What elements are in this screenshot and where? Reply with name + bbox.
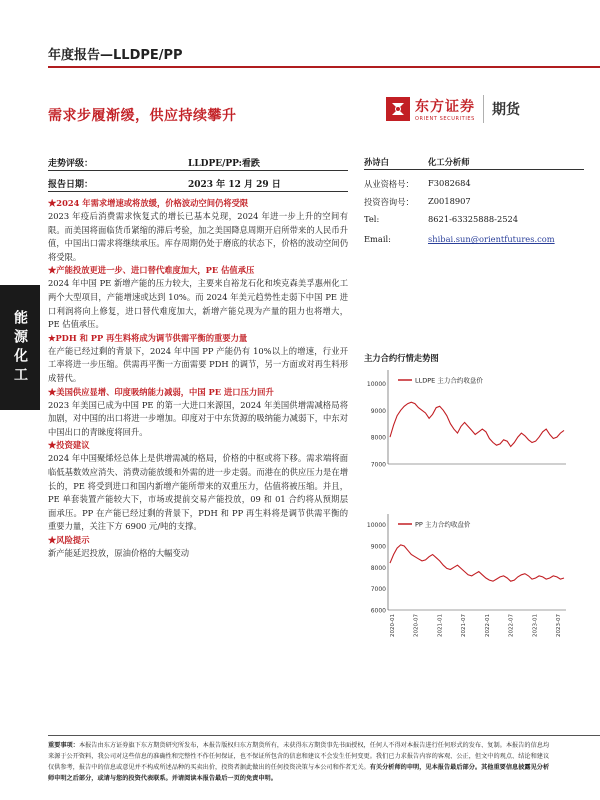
series-line: [390, 402, 564, 446]
trend-chart-title: 主力合约行情走势图: [364, 353, 439, 363]
sector-sidebar: [0, 285, 40, 410]
meta-divider-2: [48, 191, 348, 192]
section-text: 2023 年疫后消费需求恢复式的增长已基本兑现，2024 年进一步上升的空间有限。而美国将面临货币紧缩的滞后考验，加之美国降息周期开启所带来的人民币升值，中国出口需求将继续承压。库存周期仍处于磨底的状态下，价格的波动空间仍将受限。: [48, 211, 348, 262]
footer-divider: [48, 735, 600, 736]
section-capacity: [48, 264, 348, 331]
analyst-name: 孙诗白: [364, 157, 389, 167]
tel-label: Tel:: [364, 214, 380, 224]
y-tick-label: 6000: [370, 607, 386, 615]
logo-suffix: 期货: [492, 102, 520, 118]
series-line: [390, 545, 564, 581]
header-divider: [48, 66, 600, 68]
legend-label: LLDPE 主力合约收盘价: [415, 376, 483, 385]
y-tick-label: 8000: [370, 564, 386, 572]
advisor-value: Z0018907: [428, 196, 471, 206]
report-type-title: 年度报告—LLDPE/PP: [48, 48, 183, 63]
x-tick-label: 2022-07: [508, 614, 515, 637]
x-tick-label: 2022-01: [484, 614, 491, 637]
section-text: 2023 年美国已成为中国 PE 的第一大进口来源国，2024 年美国供增需减格局将加剧，对中国的出口将进一步增加。印度对于中东货源的吸纳能力减弱下，中东对中国出口的青睐度将回升。: [48, 399, 348, 437]
disclaimer-footer: [48, 740, 553, 784]
y-tick-label: 9000: [370, 543, 386, 551]
email-row: [364, 234, 584, 244]
section-heading: ★产能投放更进一步、进口替代难度加大，PE 估值承压: [48, 265, 255, 276]
legend-label: PP 主力合约收盘价: [415, 520, 471, 529]
tel-row: [364, 214, 584, 224]
lldpe-price-chart: [360, 364, 570, 468]
pp-price-chart: [360, 508, 570, 638]
email-link[interactable]: shibai.sun@orientfutures.com: [428, 234, 555, 244]
section-investment: [48, 439, 348, 534]
cert-row: [364, 178, 584, 190]
y-tick-label: 8000: [370, 434, 386, 442]
rating-label: 走势评级：: [48, 159, 94, 169]
date-row: [48, 177, 348, 190]
disclaimer-text: 本报告由东方证券旗下东方期货研究所发布，本报告版权归东方期货所有，未获得东方期货事先书面授权，任何人不得对本报告进行任何形式的发布、复制。本报告的信息均来源于公开资料，我公司对这些信息的准确性和完整性不作任何保证，也不保证所包含的信息和建议不会发生任何变更。我们已力求报告内容的客观、公正，但文中的观点、结论和建议仅供参考，报告中的信息或意见并不构成所述品种的买卖出价，投资者据此做出的任何投资决策与本公司和作者无关。: [48, 742, 550, 771]
x-tick-label: 2020-01: [390, 614, 396, 637]
section-pdh: [48, 332, 348, 386]
logo-cn-text: 东方证券: [415, 99, 475, 115]
summary-body: [48, 197, 348, 560]
section-heading: ★PDH 和 PP 再生料将成为调节供需平衡的重要力量: [48, 332, 248, 343]
orient-logo-icon: [385, 96, 411, 122]
sector-label: 能源化工: [12, 309, 28, 386]
cert-value: F3082684: [428, 178, 471, 188]
x-tick-label: 2021-07: [461, 614, 468, 637]
rating-row: [48, 156, 348, 169]
section-text: 2024 年中国聚烯烃总体上是供增需减的格局，价格的中枢或将下移。需求端将面临低基数效应消失、消费动能放缓和外需的进一步走弱。而港在的供应压力是在增长的，PE 将受到进口和国内新增产能所带来的双重压力，估值将被压缩。并且，PE 单套装置产能较大下，市场或提前交易产能投放，09 和 01 合约将从预期层面承压。PP 在产能已经过剩的背景下，PDH 和 PP 再生料将是调节供需平衡的重要力量，关注下方 6900 元/吨的支撑。: [48, 453, 348, 532]
advisor-label: 投资咨询号：: [364, 197, 414, 207]
analyst-name-row: [364, 156, 584, 168]
analyst-title: 化工分析师: [428, 157, 470, 167]
analyst-divider: [364, 169, 584, 170]
y-tick-label: 7000: [370, 586, 386, 594]
section-text: 新产能延迟投放，原油价格的大幅变动: [48, 547, 190, 558]
rating-value: LLDPE/PP:看跌: [188, 159, 260, 169]
email-label: Email:: [364, 234, 391, 244]
y-tick-label: 10000: [366, 522, 386, 530]
report-headline: 需求步履渐缓，供应持续攀升: [48, 108, 237, 124]
section-demand: [48, 197, 348, 264]
date-label: 报告日期：: [48, 180, 94, 190]
date-value: 2023 年 12 月 29 日: [188, 180, 281, 190]
logo-en-text: ORIENT SECURITIES: [415, 116, 475, 122]
y-tick-label: 7000: [370, 461, 386, 468]
x-tick-label: 2021-01: [437, 614, 444, 637]
meta-divider: [48, 170, 348, 171]
x-tick-label: 2020-07: [413, 614, 420, 637]
disclaimer-label: 重要事项：: [48, 742, 79, 749]
section-heading: ★美国供应显增、印度吸纳能力减弱，中国 PE 进口压力回升: [48, 386, 274, 397]
section-heading: ★投资建议: [48, 440, 90, 451]
cert-label: 从业资格号：: [364, 179, 414, 189]
disclaimer-bold: 有关分析师的申明，见本报告最后部分。其他重要信息披露见分析师申明之后部分，或请与您的投资代表联系。并请阅读本报告最后一页的免责申明。: [48, 764, 550, 782]
y-tick-label: 9000: [370, 407, 386, 415]
tel-value: 8621-63325888-2524: [428, 214, 519, 224]
section-imports: [48, 386, 348, 440]
x-tick-label: 2023-01: [532, 614, 539, 637]
section-text: 在产能已经过剩的背景下，2024 年中国 PP 产能仍有 10%以上的增速，行业开工率将进一步压缩。供需再平衡一方面需要 PDH 的调节，另一方面或对再生料形成替代。: [48, 345, 348, 383]
company-logo: [385, 92, 560, 126]
section-heading: ★风险提示: [48, 534, 90, 545]
section-text: 2024 年中国 PE 新增产能的压力较大，主要来自裕龙石化和埃克森美孚惠州化工两个大型项目，产能增速或达到 10%。而 2024 年美元趋势性走弱下中国 PE 进口利润将向上修复，进口替代难度加大，新增产能兑现为产量的阻力也将增大，PE 估值承压。: [48, 278, 348, 330]
y-tick-label: 10000: [366, 380, 386, 388]
advisor-row: [364, 196, 584, 208]
section-risk: [48, 534, 348, 561]
section-heading: ★2024 年需求增速或将放缓，价格波动空间仍将受限: [48, 198, 249, 208]
logo-separator: [483, 95, 484, 123]
x-tick-label: 2023-07: [556, 614, 562, 637]
